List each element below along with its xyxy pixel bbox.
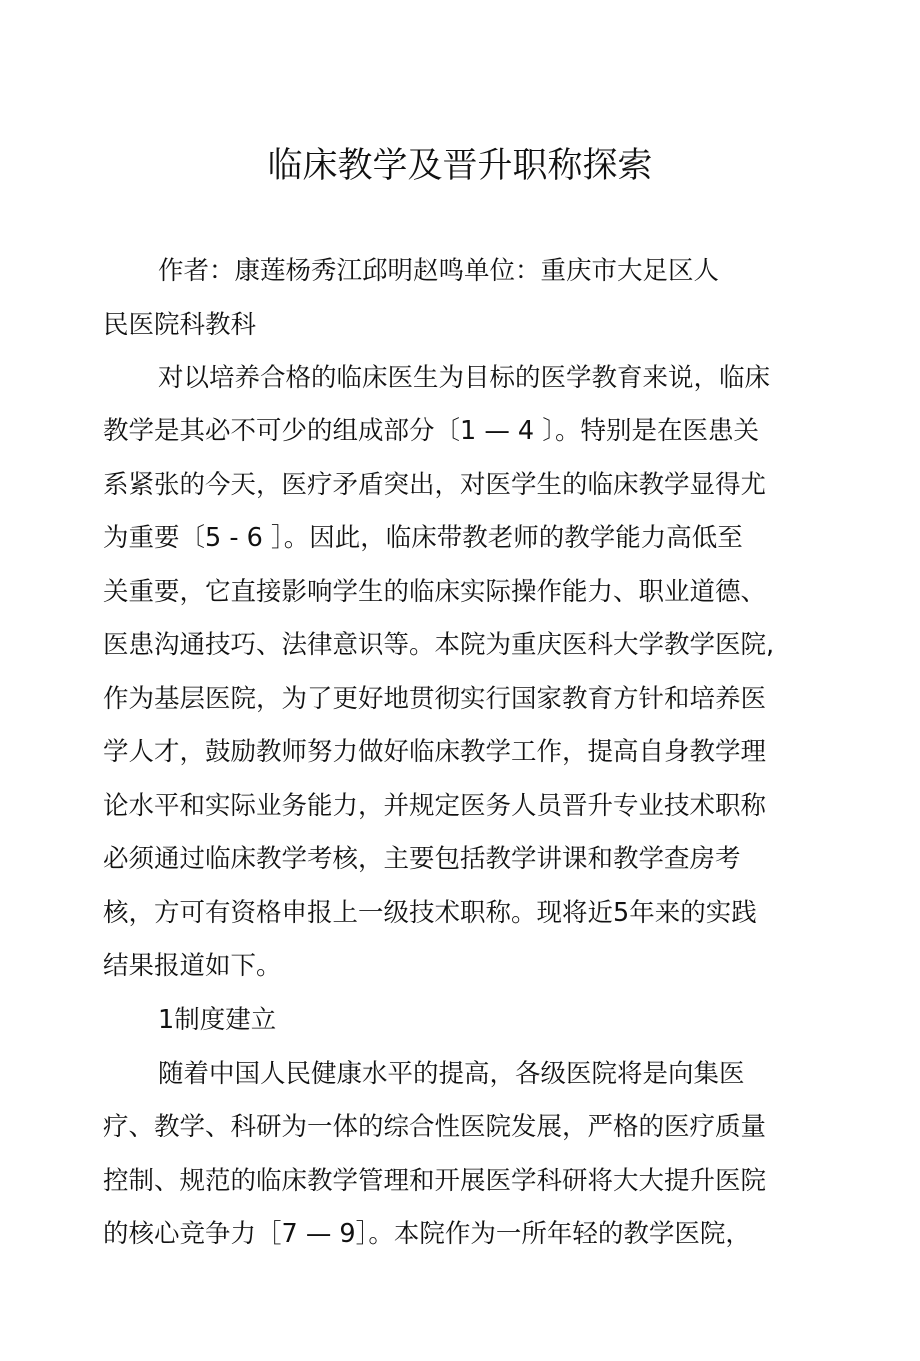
paragraph-line: 教学是其必不可少的组成部分〔1 — 4 〕。特别是在医患关 xyxy=(103,416,760,446)
paragraph-line: 随着中国人民健康水平的提高，各级医院将是向集医 xyxy=(158,1059,745,1089)
section-heading: 1制度建立 xyxy=(158,1005,277,1035)
paragraph-line: 关重要，它直接影响学生的临床实际操作能力、职业道德、 xyxy=(103,577,767,607)
paragraph-line: 为重要〔5 - 6 ］。因此，临床带教老师的教学能力高低至 xyxy=(103,523,743,553)
paragraph-line: 核，方可有资格申报上一级技术职称。现将近5年来的实践 xyxy=(103,898,757,928)
author-line: 作者：康莲杨秀江邱明赵鸣单位：重庆市大足区人 xyxy=(158,256,720,286)
paragraph-line: 系紧张的今天，医疗矛盾突出，对医学生的临床教学显得尤 xyxy=(103,470,767,500)
paragraph-line: 结果报道如下。 xyxy=(103,951,282,981)
paragraph-line: 对以培养合格的临床医生为目标的医学教育来说，临床 xyxy=(158,363,771,393)
author-line-cont: 民医院科教科 xyxy=(103,310,257,340)
paragraph-line: 作为基层医院，为了更好地贯彻实行国家教育方针和培养医 xyxy=(103,684,767,714)
paragraph-line: 的核心竞争力［7 — 9］。本院作为一所年轻的教学医院， xyxy=(103,1219,751,1249)
paragraph-line: 疗、教学、科研为一体的综合性医院发展，严格的医疗质量 xyxy=(103,1112,767,1142)
paragraph-line: 论水平和实际业务能力，并规定医务人员晋升专业技术职称 xyxy=(103,791,767,821)
paragraph-line: 控制、规范的临床教学管理和开展医学科研将大大提升医院 xyxy=(103,1166,767,1196)
document-title: 临床教学及晋升职称探索 xyxy=(267,146,653,186)
paragraph-line: 学人才，鼓励教师努力做好临床教学工作，提高自身教学理 xyxy=(103,737,767,767)
paragraph-line: 医患沟通技巧、法律意识等。本院为重庆医科大学教学医院, xyxy=(103,630,775,660)
paragraph-line: 必须通过临床教学考核，主要包括教学讲课和教学查房考 xyxy=(103,844,741,874)
